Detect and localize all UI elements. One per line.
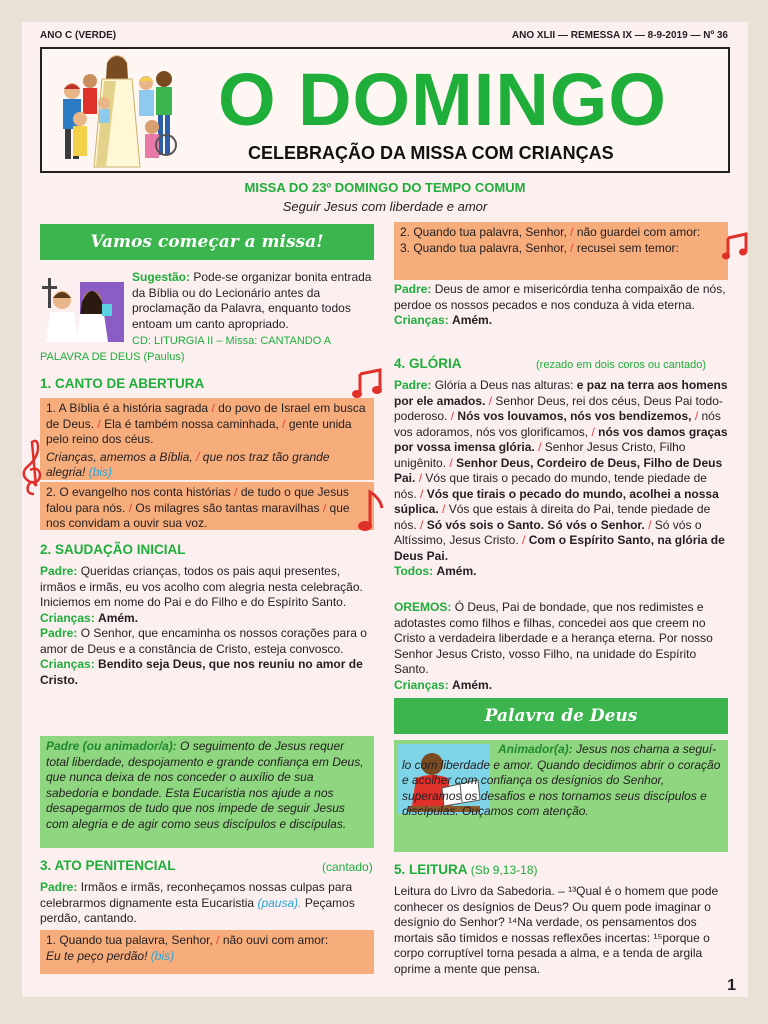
absolution-block: Padre: Deus de amor e misericórdia tenha compaixão de nós, perdoe os nossos pecados e nos conduza à vida eterna. Crianças: Amém. — [394, 282, 726, 327]
opening-prayer: OREMOS: Ó Deus, Pai de bondade, que nos redimistes e adotastes como filhos e filhas, concedei aos que creem no Cristo a verdadeira liberdade e a herança eterna. Por nosso Senhor Jesus Cristo, vosso Filho, na unidade do Espírito Santo. Crianças: Amém. — [394, 600, 713, 692]
section-3-title: 3. ATO PENITENCIAL — [40, 858, 176, 873]
section-5-title: 5. LEITURA (Sb 9,13-18) — [394, 862, 538, 877]
section-3-tag: (cantado) — [322, 860, 373, 874]
jesus-children-illustration — [44, 51, 190, 169]
section-4-title: 4. GLÓRIA — [394, 356, 462, 371]
reading-text: Leitura do Livro da Sabedoria. – ¹³Qual é o homem que pode conhecer os desígnios de Deus? Ou quem pode imaginar o desígnio do Senhor? ¹⁴Na verdade, os pensamentos dos mortais são tímidos e nossas reflexões incertas: ¹⁵porque o corpo corruptível torna pesada a alma, e a tenda de argila oprime a mente que pensa. — [394, 884, 719, 976]
treble-clef-icon — [22, 438, 44, 496]
greeting-block: Padre: Queridas crianças, todos os pais aqui presentes, irmãos e irmãs, eu vos acolho com alegria nesta celebração. Iniciemos em nome do Pai e do Filho e do Espírito Santo. Crianças: Amém. Padre: O Senhor, que encaminha os nossos corações para o amor de Deus e a constância de Cristo, esteja convosco. Crianças: Bendito seja Deus, que nos reuniu no amor de Cristo. — [40, 564, 367, 687]
page-number: 1 — [727, 977, 736, 994]
penitential-intro: Padre: Irmãos e irmãs, reconheçamos nossas culpas para celebrarmos dignamente esta Eucaristia (pausa). Peçamos perdão, cantando. — [40, 880, 355, 925]
music-note-icon — [352, 368, 384, 398]
song-verse-2: 2. O evangelho nos conta histórias / de tudo o que Jesus falou para nós. / Os milagres são tantas maravilhas / que nos convidam a ouvir sua voz. — [40, 482, 374, 530]
section-4-tag: (rezado em dois coros ou cantado) — [536, 359, 706, 371]
gloria-text: Padre: Glória a Deus nas alturas: e paz na terra aos homens por ele amados. / Senhor Deus, rei dos céus, Deus Pai todo-poderoso. / Nós vos louvamos, nós vos bendizemos, / nós vos adoramos, nós vos glorificamos, / nós vos damos graças por vossa imensa glória. / Senhor Jesus Cristo, Filho unigênito. / Senhor Deus, Cordeiro de Deus, Filho de Deus Pai. / Vós que tirais o pecado do mundo, tende piedade de nós. / Vós que tirais o pecado do mundo, acolhei a nossa súplica. / Vós que estais à direita do Pai, tende piedade de nós. / Só vós sois o Santo. Só vós o Senhor. / Só vós o Altíssimo, Jesus Cristo. / Com o Espírito Santo, na glória de Deus Pai. Todos: Amém. — [394, 378, 728, 578]
mass-title: MISSA DO 23º DOMINGO DO TEMPO COMUM — [244, 180, 526, 195]
music-note-icon — [358, 488, 386, 534]
intro-comment-box: Padre (ou animador/a): O seguimento de Jesus requer total liberdade, despojamento e grande confiança em Deus, que nunca deixa de nos conceder o auxílio de sua sabedoria e bondade. Esta Eucaristia nos ajude a nos desapegarmos de tudo que nos impede de seguir Jesus com alegria e de agir como seus discípulos e discípulas. — [40, 736, 374, 848]
section-2-title: 2. SAUDAÇÃO INICIAL — [40, 542, 186, 557]
music-note-icon — [722, 232, 750, 262]
cd-reference: CD: LITURGIA II – Missa: CANTANDO A PALAVRA DE DEUS (Paulus) — [40, 335, 331, 363]
issue-label: ANO XLII — REMESSA IX — 8-9-2019 — Nº 36 — [511, 30, 728, 41]
masthead — [40, 47, 730, 173]
edition-label: ANO C (VERDE) — [40, 30, 117, 41]
reading-intro-box: Animador(a): Jesus nos chama a seguí-lo com liberdade e amor. Quando decidimos abrir o coração e acolher com confiança os desígnios do Senhor, superamos os desafios e nos tornamos seus discípulos e discípulas. Ouçamos com atenção. — [394, 740, 728, 852]
song-verse-1: 1. A Bíblia é a história sagrada / do povo de Israel em busca de Deus. / Ela é também nossa caminhada, / gente unida pelo reino dos céus. Crianças, amemos a Bíblia, / que nos traz tão grande alegria! (bis) — [40, 398, 374, 480]
start-mass-banner: Vamos começar a missa! — [40, 224, 374, 260]
altar-children-illustration — [40, 276, 124, 342]
penitential-verse-1: 1. Quando tua palavra, Senhor, / não ouvi com amor: Eu te peço perdão! (bis) — [40, 930, 374, 974]
penitential-verses-2-3: 2. Quando tua palavra, Senhor, / não guardei com amor: 3. Quando tua palavra, Senhor, / recusei sem temor: — [394, 222, 728, 280]
section-1-title: 1. CANTO DE ABERTURA — [40, 376, 205, 391]
word-of-god-banner: Palavra de Deus — [394, 698, 728, 734]
newspaper-title: O DOMINGO — [218, 58, 667, 141]
mass-subtitle: Seguir Jesus com liberdade e amor — [282, 199, 488, 214]
newspaper-subtitle: CELEBRAÇÃO DA MISSA COM CRIANÇAS — [248, 143, 614, 163]
suggestion-label: Sugestão: — [132, 270, 191, 284]
page — [22, 22, 748, 997]
suggestion-text: Pode-se organizar bonita entrada da Bíblia ou do Lecionário antes da proclamação da Palavra, enquanto todos entoam um canto apropriado. — [132, 270, 372, 331]
